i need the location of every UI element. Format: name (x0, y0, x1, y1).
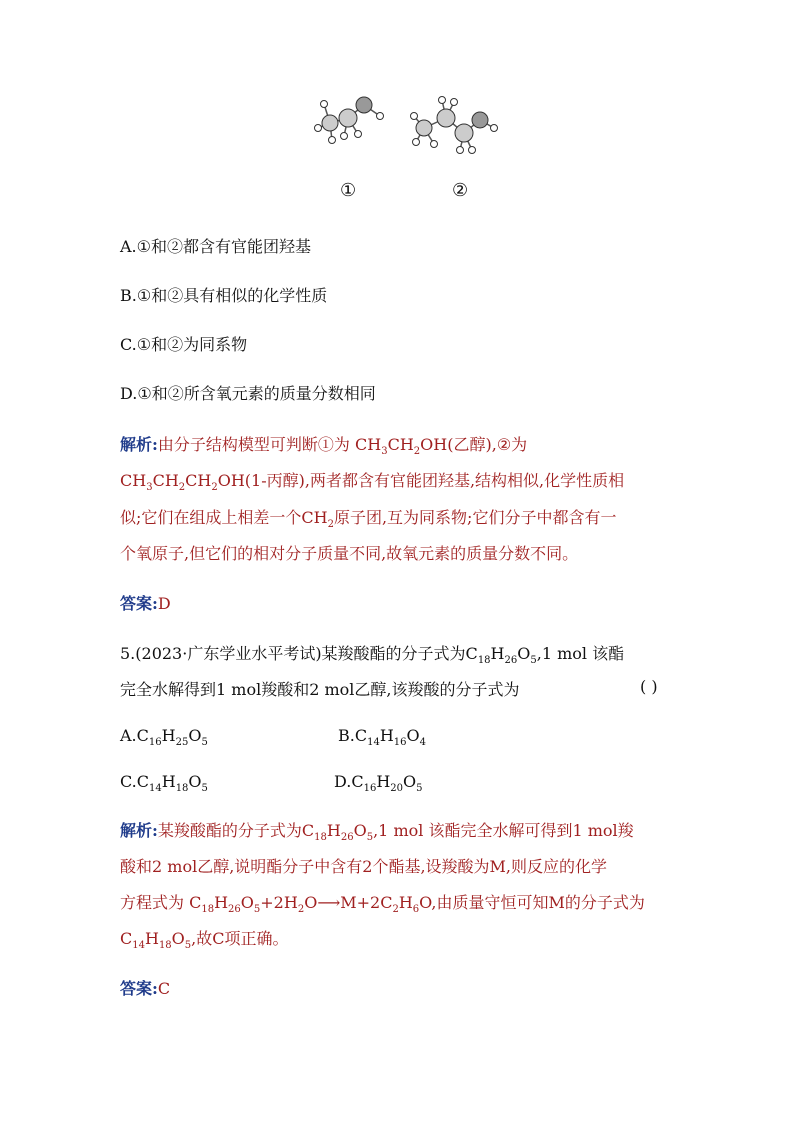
q5-explanation-line1: 解析:某羧酸酯的分子式为$C_{18}H_{26}O_5,1$ mol 该酯完全水解可得到1 mol羧 (120, 821, 634, 844)
q5-explanation-line3: 方程式为 $C_{18}H_{26}O_5+2H_2O⟶M+2C_2H_6O$,由质量守恒可知M的分子式为 (120, 893, 645, 916)
q4-option-b: B.①和②具有相似的化学性质 (120, 286, 328, 305)
q5-explanation-line4: $C_{14}H_{18}O_5$,故C项正确。 (120, 929, 289, 952)
explanation-label: 解析: (120, 821, 158, 840)
q4-option-c: C.①和②为同系物 (120, 335, 248, 354)
q5-stem-line2: 完全水解得到1 mol羧酸和2 mol乙醇,该羧酸的分子式为 (120, 680, 520, 699)
q5-option-b: $B.C_{14}H_{16}O_4$ (338, 726, 427, 749)
q5-answer (120, 976, 170, 999)
q5-explanation-line2: 酸和2 mol乙醇,说明酯分子中含有2个酯基,设羧酸为M,则反应的化学 (120, 857, 608, 876)
q4-explanation-line1: 解析:由分子结构模型可判断①为 $CH_3CH_2OH$(乙醇),②为 (120, 435, 528, 458)
q4-explanation-line3: 似;它们在组成上相差一个$CH_2$原子团,互为同系物;它们分子中都含有一 (120, 508, 617, 531)
q5-option-c: $C.C_{14}H_{18}O_5$ (120, 772, 208, 795)
propanol-model-figure (406, 88, 506, 163)
q4-option-d: D.①和②所含氧元素的质量分数相同 (120, 384, 376, 403)
q4-option-a: A.①和②都含有官能团羟基 (120, 237, 311, 256)
reaction-arrow: ⟶ (317, 893, 341, 912)
q5-option-a: $A.C_{16}H_{25}O_5$ (120, 726, 208, 749)
answer-label: 答案: (120, 594, 158, 613)
explanation-label: 解析: (120, 435, 158, 454)
q4-explanation-line4: 个氧原子,但它们的相对分子质量不同,故氧元素的质量分数不同。 (120, 544, 579, 563)
molecule-label-2: ② (452, 180, 469, 201)
ethanol-model-figure (312, 88, 392, 158)
molecule-label-1: ① (340, 180, 357, 201)
q4-explanation-line2: $CH_3CH_2CH_2OH(1-$丙醇),两者都含有官能团羟基,结构相似,化学性质相 (120, 471, 625, 494)
q5-answer-paren: ( ) (640, 677, 658, 696)
answer-value: D (157, 594, 171, 613)
q4-answer (120, 591, 171, 614)
answer-label: 答案: (120, 979, 158, 998)
q5-stem-line1: 5.(2023·广东学业水平考试)某羧酸酯的分子式为$C_{18}H_{26}O_5,1$ mol 该酯 (120, 644, 625, 667)
q5-option-d: $D.C_{16}H_{20}O_5$ (334, 772, 423, 795)
answer-value: C (157, 979, 171, 998)
